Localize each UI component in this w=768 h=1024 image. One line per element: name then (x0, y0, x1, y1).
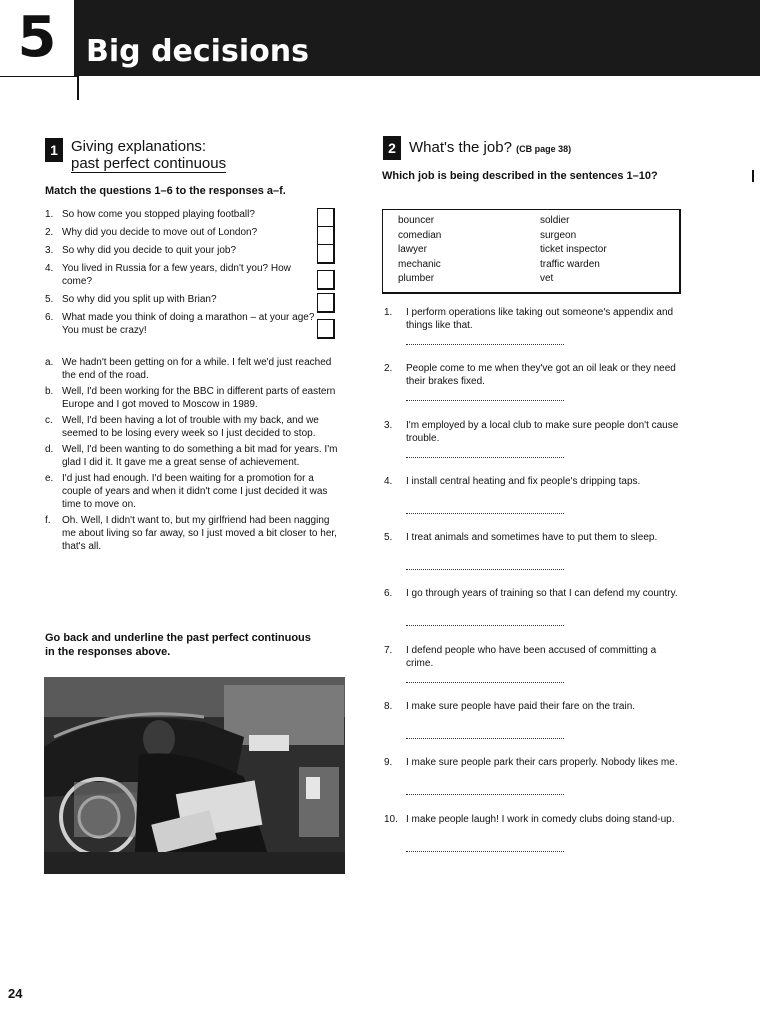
response-row (45, 514, 345, 553)
page-number: 24 (8, 986, 23, 1001)
mechanic-photo (44, 677, 345, 874)
response-letter: b. (45, 386, 54, 397)
job-word: comedian (398, 229, 442, 241)
sentence-number: 10. (384, 813, 398, 825)
job-word: bouncer (398, 215, 435, 226)
job-column-right (540, 214, 607, 287)
sentence-number: 2. (384, 363, 393, 375)
answer-line[interactable] (406, 738, 564, 739)
response-list (45, 356, 345, 556)
response-row (45, 356, 345, 382)
sentence-text: I defend people who have been accused of committing a crime. (406, 644, 657, 669)
question-text: So why did you decide to quit your job? (62, 245, 236, 256)
response-letter: d. (45, 444, 54, 455)
job-sentence-row (384, 644, 684, 700)
question-number: 5. (45, 294, 54, 305)
sentence-text: People come to me when they've got an oil leak or they need their brakes fixed. (406, 363, 676, 388)
question-number: 2. (45, 227, 54, 238)
question-row (45, 311, 345, 337)
job-word: soldier (540, 215, 570, 226)
sentence-text: I perform operations like taking out someone's appendix and things like that. (406, 307, 674, 331)
job-sentence-row (384, 813, 684, 869)
sentence-number: 8. (384, 701, 393, 713)
section-1-title-line2: past perfect continuous (71, 155, 227, 172)
answer-line[interactable] (406, 851, 564, 852)
section-2-cb-reference: (CB page 38) (516, 144, 572, 154)
question-row (45, 293, 345, 306)
header-rule (0, 76, 77, 77)
response-text: Well, I'd been working for the BBC in different parts of eastern Europe and I got moved to Moscow in 1989. (62, 386, 336, 410)
job-word-box (382, 209, 681, 294)
response-letter: a. (45, 357, 54, 368)
answer-box[interactable] (317, 293, 335, 313)
answer-line[interactable] (406, 794, 564, 795)
sentence-text: I'm employed by a local club to make sure people don't cause trouble. (406, 419, 679, 444)
sentence-number: 6. (384, 588, 393, 600)
response-row (45, 472, 345, 511)
response-letter: f. (45, 515, 51, 526)
sentence-number: 4. (384, 475, 393, 487)
question-row (45, 244, 345, 257)
answer-line[interactable] (406, 513, 564, 514)
question-row (45, 262, 345, 288)
answer-box[interactable] (317, 270, 335, 290)
response-letter: c. (45, 415, 53, 426)
sentence-text: I make people laugh! I work in comedy clubs doing stand-up. (406, 813, 675, 825)
job-word: mechanic (398, 258, 441, 270)
question-text: Why did you decide to move out of London? (62, 227, 258, 238)
question-number: 3. (45, 245, 54, 256)
section-2-number: 2 (383, 136, 401, 160)
job-sentence-row (384, 362, 684, 418)
response-text: Oh. Well, I didn't want to, but my girlfriend had been nagging me about living so far away, so I just moved a bit closer to her, that's all. (62, 515, 337, 552)
answer-line[interactable] (406, 457, 564, 458)
sentence-text: I treat animals and sometimes have to put them to sleep. (406, 532, 658, 544)
answer-box[interactable] (317, 208, 335, 228)
question-number: 4. (45, 263, 54, 274)
answer-line[interactable] (406, 625, 564, 626)
section-2-instruction: Which job is being described in the sentences 1–10? (382, 170, 658, 182)
question-row (45, 226, 345, 239)
response-row (45, 385, 345, 411)
margin-mark (752, 170, 754, 182)
answer-line[interactable] (406, 682, 564, 683)
response-letter: e. (45, 473, 54, 484)
section-1-heading (45, 138, 226, 172)
answer-box[interactable] (317, 319, 335, 339)
job-sentence-row (384, 306, 684, 362)
answer-line[interactable] (406, 569, 564, 570)
question-row (45, 208, 345, 221)
section-1-instruction-2: Go back and underline the past perfect continuous in the responses above. (45, 632, 311, 658)
response-row (45, 414, 345, 440)
sentence-number: 3. (384, 419, 393, 431)
response-text: Well, I'd been having a lot of trouble with my back, and we seemed to be losing every week so I just decided to stop. (62, 415, 319, 439)
question-text: So why did you split up with Brian? (62, 294, 217, 305)
answer-line[interactable] (406, 400, 564, 401)
job-sentence-row (384, 475, 684, 531)
job-word: ticket inspector (540, 244, 607, 256)
job-word: lawyer (398, 244, 427, 256)
job-sentence-list (384, 306, 684, 869)
response-text: We hadn't been getting on for a while. I felt we'd just reached the end of the road. (62, 357, 332, 381)
response-row (45, 443, 345, 469)
question-number: 1. (45, 209, 54, 220)
sentence-number: 9. (384, 757, 393, 769)
response-text: Well, I'd been wanting to do something a bit mad for years. I'm glad I did it. It gave me a great sense of achievement. (62, 444, 338, 468)
question-list (45, 208, 345, 342)
question-text: So how come you stopped playing football? (62, 209, 255, 220)
job-word: vet (540, 273, 554, 285)
job-word: plumber (398, 273, 435, 285)
job-sentence-row (384, 756, 684, 812)
sentence-number: 1. (384, 307, 393, 318)
unit-title: Big decisions (86, 34, 309, 69)
sentence-number: 5. (384, 532, 393, 544)
mechanic-illustration (44, 677, 345, 874)
sentence-text: I install central heating and fix people's dripping taps. (406, 475, 641, 487)
job-column-left (398, 214, 441, 287)
section-1-title-line1: Giving explanations: (71, 138, 207, 155)
question-number: 6. (45, 312, 54, 323)
sentence-text: I make sure people park their cars properly. Nobody likes me. (406, 757, 678, 769)
answer-line[interactable] (406, 344, 564, 345)
response-text: I'd just had enough. I'd been waiting for a promotion for a couple of years and when it didn't come I just decided it was time to move on. (62, 473, 328, 510)
job-sentence-row (384, 587, 684, 643)
section-2-heading (383, 136, 571, 161)
job-sentence-row (384, 419, 684, 475)
sentence-number: 7. (384, 644, 393, 656)
job-sentence-row (384, 700, 684, 756)
question-text: What made you think of doing a marathon – at your age? You must be crazy! (62, 312, 315, 336)
answer-box[interactable] (317, 244, 335, 264)
job-word: traffic warden (540, 258, 600, 270)
section-1-number: 1 (45, 138, 63, 162)
job-word: surgeon (540, 229, 577, 241)
sentence-text: I make sure people have paid their fare on the train. (406, 701, 636, 713)
answer-box[interactable] (317, 226, 335, 246)
header-tick (77, 76, 79, 100)
section-1-instruction: Match the questions 1–6 to the responses a–f. (45, 185, 286, 197)
section-2-title: What's the job? (409, 139, 512, 156)
unit-number: 5 (0, 0, 74, 76)
job-sentence-row (384, 531, 684, 587)
sentence-text: I go through years of training so that I can defend my country. (406, 588, 678, 600)
question-text: You lived in Russia for a few years, didn't you? How come? (62, 263, 291, 287)
